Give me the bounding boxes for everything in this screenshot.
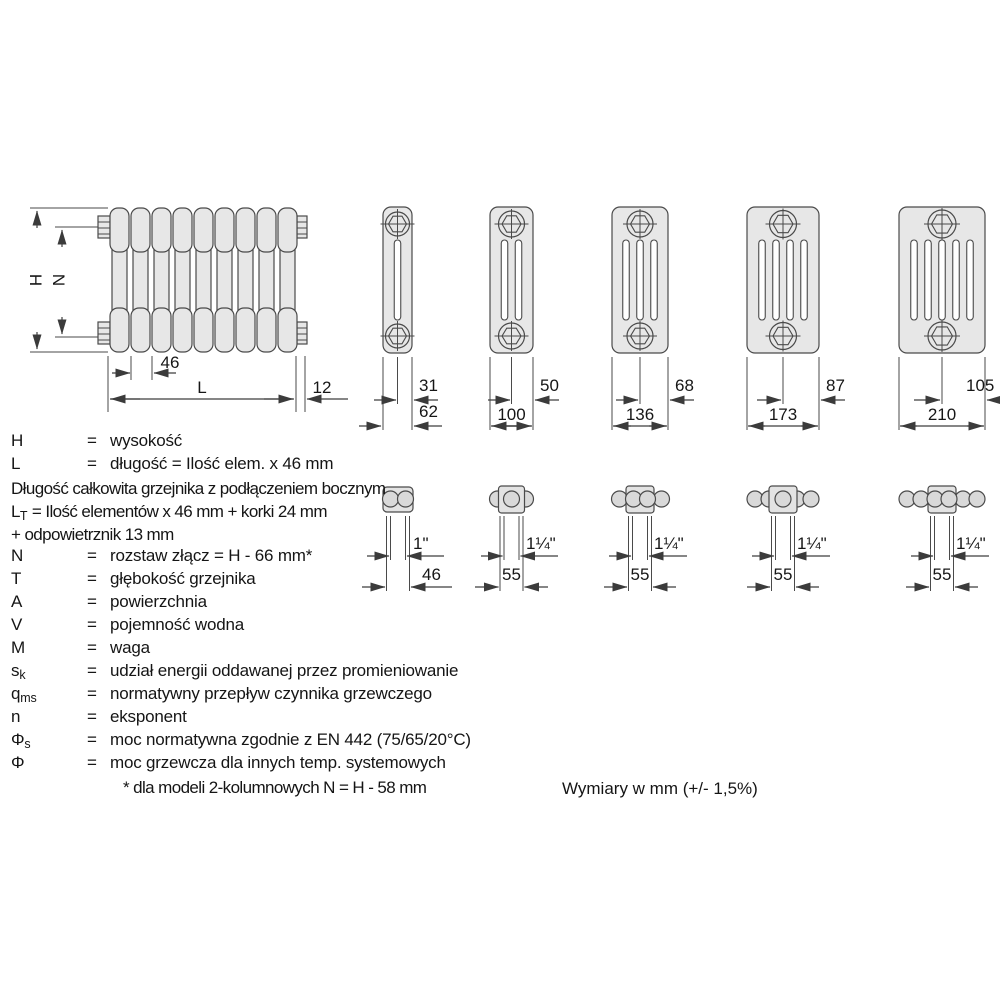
legend-symbol: T	[11, 569, 22, 588]
legend-symbol: V	[11, 615, 23, 634]
dim-55-label-d: 55	[932, 565, 952, 584]
legend-symbol: n	[11, 707, 21, 726]
legend-text: udział energii oddawanej przez promieniowanie	[110, 661, 459, 680]
dim-68-label: 68	[675, 376, 694, 395]
legend-row-v	[11, 615, 471, 638]
legend-text: powierzchnia	[110, 592, 207, 611]
dim-n-label: N	[49, 273, 68, 287]
length-dimension	[108, 356, 296, 412]
legend-row-t	[11, 569, 471, 592]
legend-row-a	[11, 592, 471, 615]
equals-sign: =	[87, 454, 97, 473]
legend-row-lt	[11, 500, 471, 523]
legend-row-total-length-title	[11, 477, 471, 500]
legend-symbol: s	[11, 661, 20, 680]
dim-thread-125-label-b: 1¼"	[654, 534, 684, 553]
equals-sign: =	[87, 753, 97, 772]
legend-symbol: q	[11, 684, 21, 703]
legend-row-phi-s	[11, 730, 471, 753]
equals-sign: =	[87, 431, 97, 450]
dim-105-label: 105	[966, 376, 995, 395]
extension-dimension	[305, 356, 348, 412]
legend-text: głębokość grzejnika	[110, 569, 256, 588]
equals-sign: =	[87, 615, 97, 634]
equals-sign: =	[87, 592, 97, 611]
top-view-55-d	[899, 486, 989, 591]
dim-thread-125-label-d: 1¼"	[956, 534, 986, 553]
dim-100-label: 100	[497, 405, 526, 424]
legend-subscript: T	[19, 509, 27, 523]
legend-symbol: M	[11, 638, 25, 657]
dim-55-label-a: 55	[502, 565, 521, 584]
legend-row-n	[11, 546, 471, 569]
legend	[11, 431, 471, 799]
dim-46b-label: 46	[422, 565, 441, 584]
legend-symbol: Φ	[11, 753, 25, 772]
legend-text: wysokość	[110, 431, 183, 450]
dim-thread-125-label-c: 1¼"	[797, 534, 827, 553]
dim-87-label: 87	[826, 376, 845, 395]
top-view-55-b	[604, 486, 687, 591]
dim-173-label: 173	[768, 405, 798, 424]
legend-row-h	[11, 431, 471, 454]
legend-text: długość = Ilość elem. x 46 mm	[110, 454, 334, 473]
front-view	[26, 208, 348, 412]
profile-section-136	[612, 207, 694, 430]
dim-31-label: 31	[419, 376, 438, 395]
dim-210-label: 210	[927, 405, 957, 424]
legend-text: moc grzewcza dla innych temp. systemowych	[110, 753, 446, 772]
legend-symbol: L	[11, 454, 21, 473]
legend-text: Długość całkowita grzejnika z podłączeniem bocznym	[11, 479, 386, 498]
dim-50-label: 50	[540, 376, 559, 395]
equals-sign: =	[87, 730, 97, 749]
equals-sign: =	[87, 707, 97, 726]
legend-row-l	[11, 454, 471, 477]
legend-row-footnote	[11, 776, 471, 799]
legend-row-qms	[11, 684, 471, 707]
profile-section-62	[359, 207, 442, 430]
legend-text: pojemność wodna	[110, 615, 245, 634]
legend-text: moc normatywna zgodnie z EN 442 (75/65/20°C)	[110, 730, 471, 749]
legend-subscript: s	[24, 737, 31, 751]
dimensions-note: Wymiary w mm (+/- 1,5%)	[562, 779, 758, 798]
legend-text: rozstaw złącz = H - 66 mm*	[110, 546, 313, 565]
legend-symbol: Φ	[11, 730, 25, 749]
profile-section-100	[488, 207, 559, 430]
legend-symbol: N	[11, 546, 24, 565]
dim-thread-125-label-a: 1¼"	[526, 534, 556, 553]
legend-row-sk	[11, 661, 471, 684]
equals-sign: =	[87, 684, 97, 703]
dim-thread-1in-label: 1"	[413, 534, 429, 553]
profile-section-210	[899, 207, 999, 430]
dim-46-label: 46	[160, 353, 180, 372]
dim-136-label: 136	[625, 405, 655, 424]
legend-text: * dla modeli 2-kolumnowych N = H - 58 mm	[123, 778, 427, 797]
dim-62-label: 62	[419, 402, 438, 421]
top-view-55-c	[747, 486, 830, 591]
dim-55-label-b: 55	[630, 565, 650, 584]
legend-text: + odpowietrznik 13 mm	[11, 525, 174, 544]
legend-text: = Ilość elementów x 46 mm + korki 24 mm	[31, 502, 327, 521]
legend-row-n-exp	[11, 707, 471, 730]
dim-h-label: H	[26, 273, 45, 287]
legend-subscript: ms	[20, 691, 37, 705]
equals-sign: =	[87, 638, 97, 657]
legend-symbol: L	[11, 502, 20, 521]
legend-row-vent	[11, 523, 471, 546]
equals-sign: =	[87, 661, 97, 680]
radiator-columns	[110, 208, 297, 352]
node-spacing-dimension	[49, 227, 100, 337]
legend-subscript: k	[19, 668, 26, 682]
dim-55-label-c: 55	[773, 565, 793, 584]
equals-sign: =	[87, 569, 97, 588]
dim-l-label: L	[197, 378, 207, 397]
legend-text: normatywny przepływ czynnika grzewczego	[110, 684, 432, 703]
legend-row-phi	[11, 753, 471, 776]
legend-symbol: H	[11, 431, 24, 450]
legend-symbol: A	[11, 592, 23, 611]
dim-12-label: 12	[312, 378, 332, 397]
profile-section-173	[747, 207, 845, 430]
top-view-55-a	[475, 486, 558, 591]
legend-text: waga	[110, 638, 150, 657]
front-view-radiator	[98, 208, 307, 352]
legend-row-m	[11, 638, 471, 661]
element-width-dimension	[112, 353, 179, 380]
equals-sign: =	[87, 546, 97, 565]
legend-text: eksponent	[110, 707, 187, 726]
